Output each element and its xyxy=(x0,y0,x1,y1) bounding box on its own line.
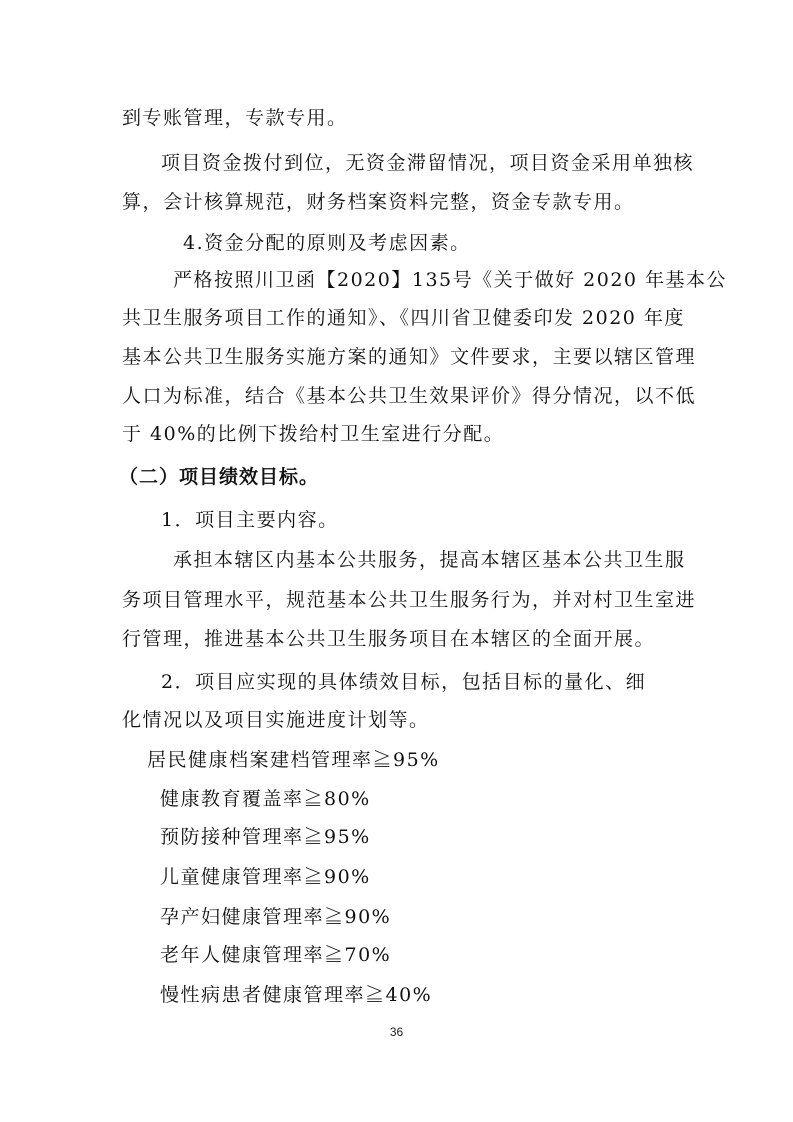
section-heading: （二）项目绩效目标。 xyxy=(119,466,320,488)
body-text-line: 共卫生服务项目工作的通知》、《四川省卫健委印发 2020 年度 xyxy=(122,307,685,329)
target-item: 健康教育覆盖率≧80% xyxy=(160,788,371,810)
body-text-line: 项目资金拨付到位，无资金滞留情况，项目资金采用单独核 xyxy=(161,152,695,174)
body-text-line: 算，会计核算规范，财务档案资料完整，资金专款专用。 xyxy=(122,191,635,213)
body-text-line: 严格按照川卫函【2020】135号《关于做好 2020 年基本公 xyxy=(173,269,728,291)
section-subheading: 1．项目主要内容。 xyxy=(161,509,339,531)
body-text-line: 务项目管理水平，规范基本公共卫生服务行为，并对村卫生室进 xyxy=(122,589,697,611)
target-item: 老年人健康管理率≧70% xyxy=(160,944,392,966)
target-item: 儿童健康管理率≧90% xyxy=(160,866,371,888)
section-subheading: 2．项目应实现的具体绩效目标，包括目标的量化、细 xyxy=(161,671,647,693)
body-text-line: 人口为标准，结合《基本公共卫生效果评价》得分情况，以不低 xyxy=(122,385,697,407)
page-number: 36 xyxy=(389,1025,404,1039)
target-item: 孕产妇健康管理率≧90% xyxy=(160,906,392,928)
target-item: 预防接种管理率≧95% xyxy=(160,826,371,848)
body-text-line: 基本公共卫生服务实施方案的通知》文件要求，主要以辖区管理 xyxy=(122,346,697,368)
body-text-line: 行管理，推进基本公共卫生服务项目在本辖区的全面开展。 xyxy=(122,628,656,650)
target-item: 居民健康档案建档管理率≧95% xyxy=(147,749,440,771)
body-text-line: 到专账管理，专款专用。 xyxy=(122,107,348,129)
body-text-line: 承担本辖区内基本公共服务，提高本辖区基本公共卫生服 xyxy=(173,549,686,571)
body-text-line: 化情况以及项目实施进度计划等。 xyxy=(122,709,430,731)
body-text-line: 于 40%的比例下拨给村卫生室进行分配。 xyxy=(122,423,505,445)
section-subheading: 4.资金分配的原则及考虑因素。 xyxy=(183,232,471,254)
target-item: 慢性病患者健康管理率≧40% xyxy=(160,984,433,1006)
